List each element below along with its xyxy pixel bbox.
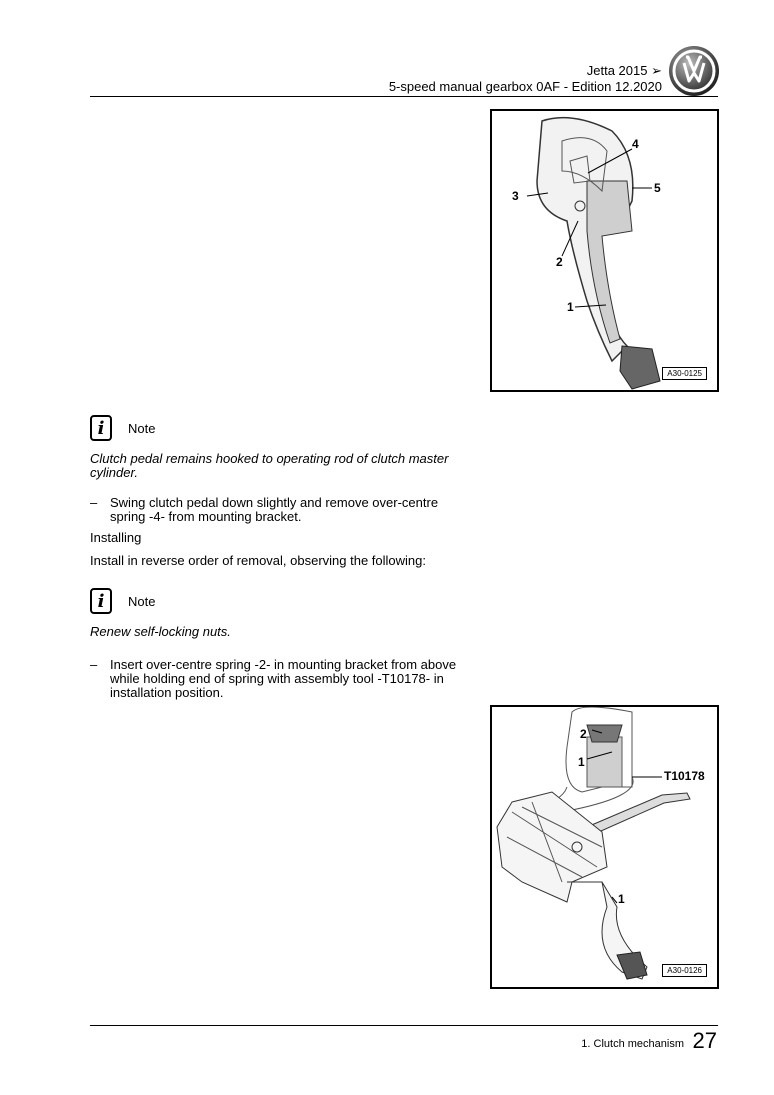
figure-clutch-pedal-removal	[490, 109, 719, 392]
header-model: Jetta 2015 ➢	[586, 63, 662, 78]
callout-1: 1	[578, 755, 585, 769]
callout-5: 5	[654, 181, 661, 195]
note-1-text: Clutch pedal remains hooked to operating rod of clutch master cylinder.	[90, 451, 449, 480]
callout-1-pedal: 1	[618, 892, 625, 906]
section-heading-installing: Installing	[90, 530, 142, 545]
header-subtitle: 5-speed manual gearbox 0AF - Edition 12.2020	[388, 79, 662, 94]
header-rule	[90, 96, 718, 97]
info-icon: i	[90, 415, 112, 441]
page-number: 27	[692, 1028, 717, 1053]
note-1	[90, 415, 155, 441]
note-label: Note	[128, 420, 156, 436]
figure-code: A30-0126	[662, 964, 707, 977]
step-2-text: Insert over-centre spring -2- in mounting bracket from above while holding end of spring with assembly tool -T10178- in installation position.	[110, 657, 457, 700]
step-dash: –	[90, 657, 98, 672]
step-dash: –	[90, 495, 98, 510]
figure-spring-installation	[490, 705, 719, 989]
callout-2: 2	[580, 727, 587, 741]
vw-logo-icon	[668, 45, 720, 97]
footer-section: 1. Clutch mechanism	[581, 1038, 684, 1050]
step-1	[90, 496, 460, 524]
callout-2: 2	[556, 255, 563, 269]
note-2-text: Renew self-locking nuts.	[90, 624, 231, 639]
step-1-text: Swing clutch pedal down slightly and remove over-centre spring -4- from mounting bracket.	[110, 495, 439, 524]
info-icon: i	[90, 588, 112, 614]
installing-intro: Install in reverse order of removal, observing the following:	[90, 553, 426, 568]
callout-3: 3	[512, 189, 519, 203]
callout-4: 4	[632, 137, 639, 151]
step-2	[90, 658, 460, 700]
figure-code: A30-0125	[662, 367, 707, 380]
note-2	[90, 588, 155, 614]
note-label: Note	[128, 593, 156, 609]
callout-1: 1	[567, 300, 574, 314]
callout-tool-t10178: T10178	[664, 769, 705, 783]
spring-installation-illustration	[492, 707, 717, 987]
clutch-pedal-illustration	[492, 111, 717, 390]
footer-rule	[90, 1025, 718, 1026]
